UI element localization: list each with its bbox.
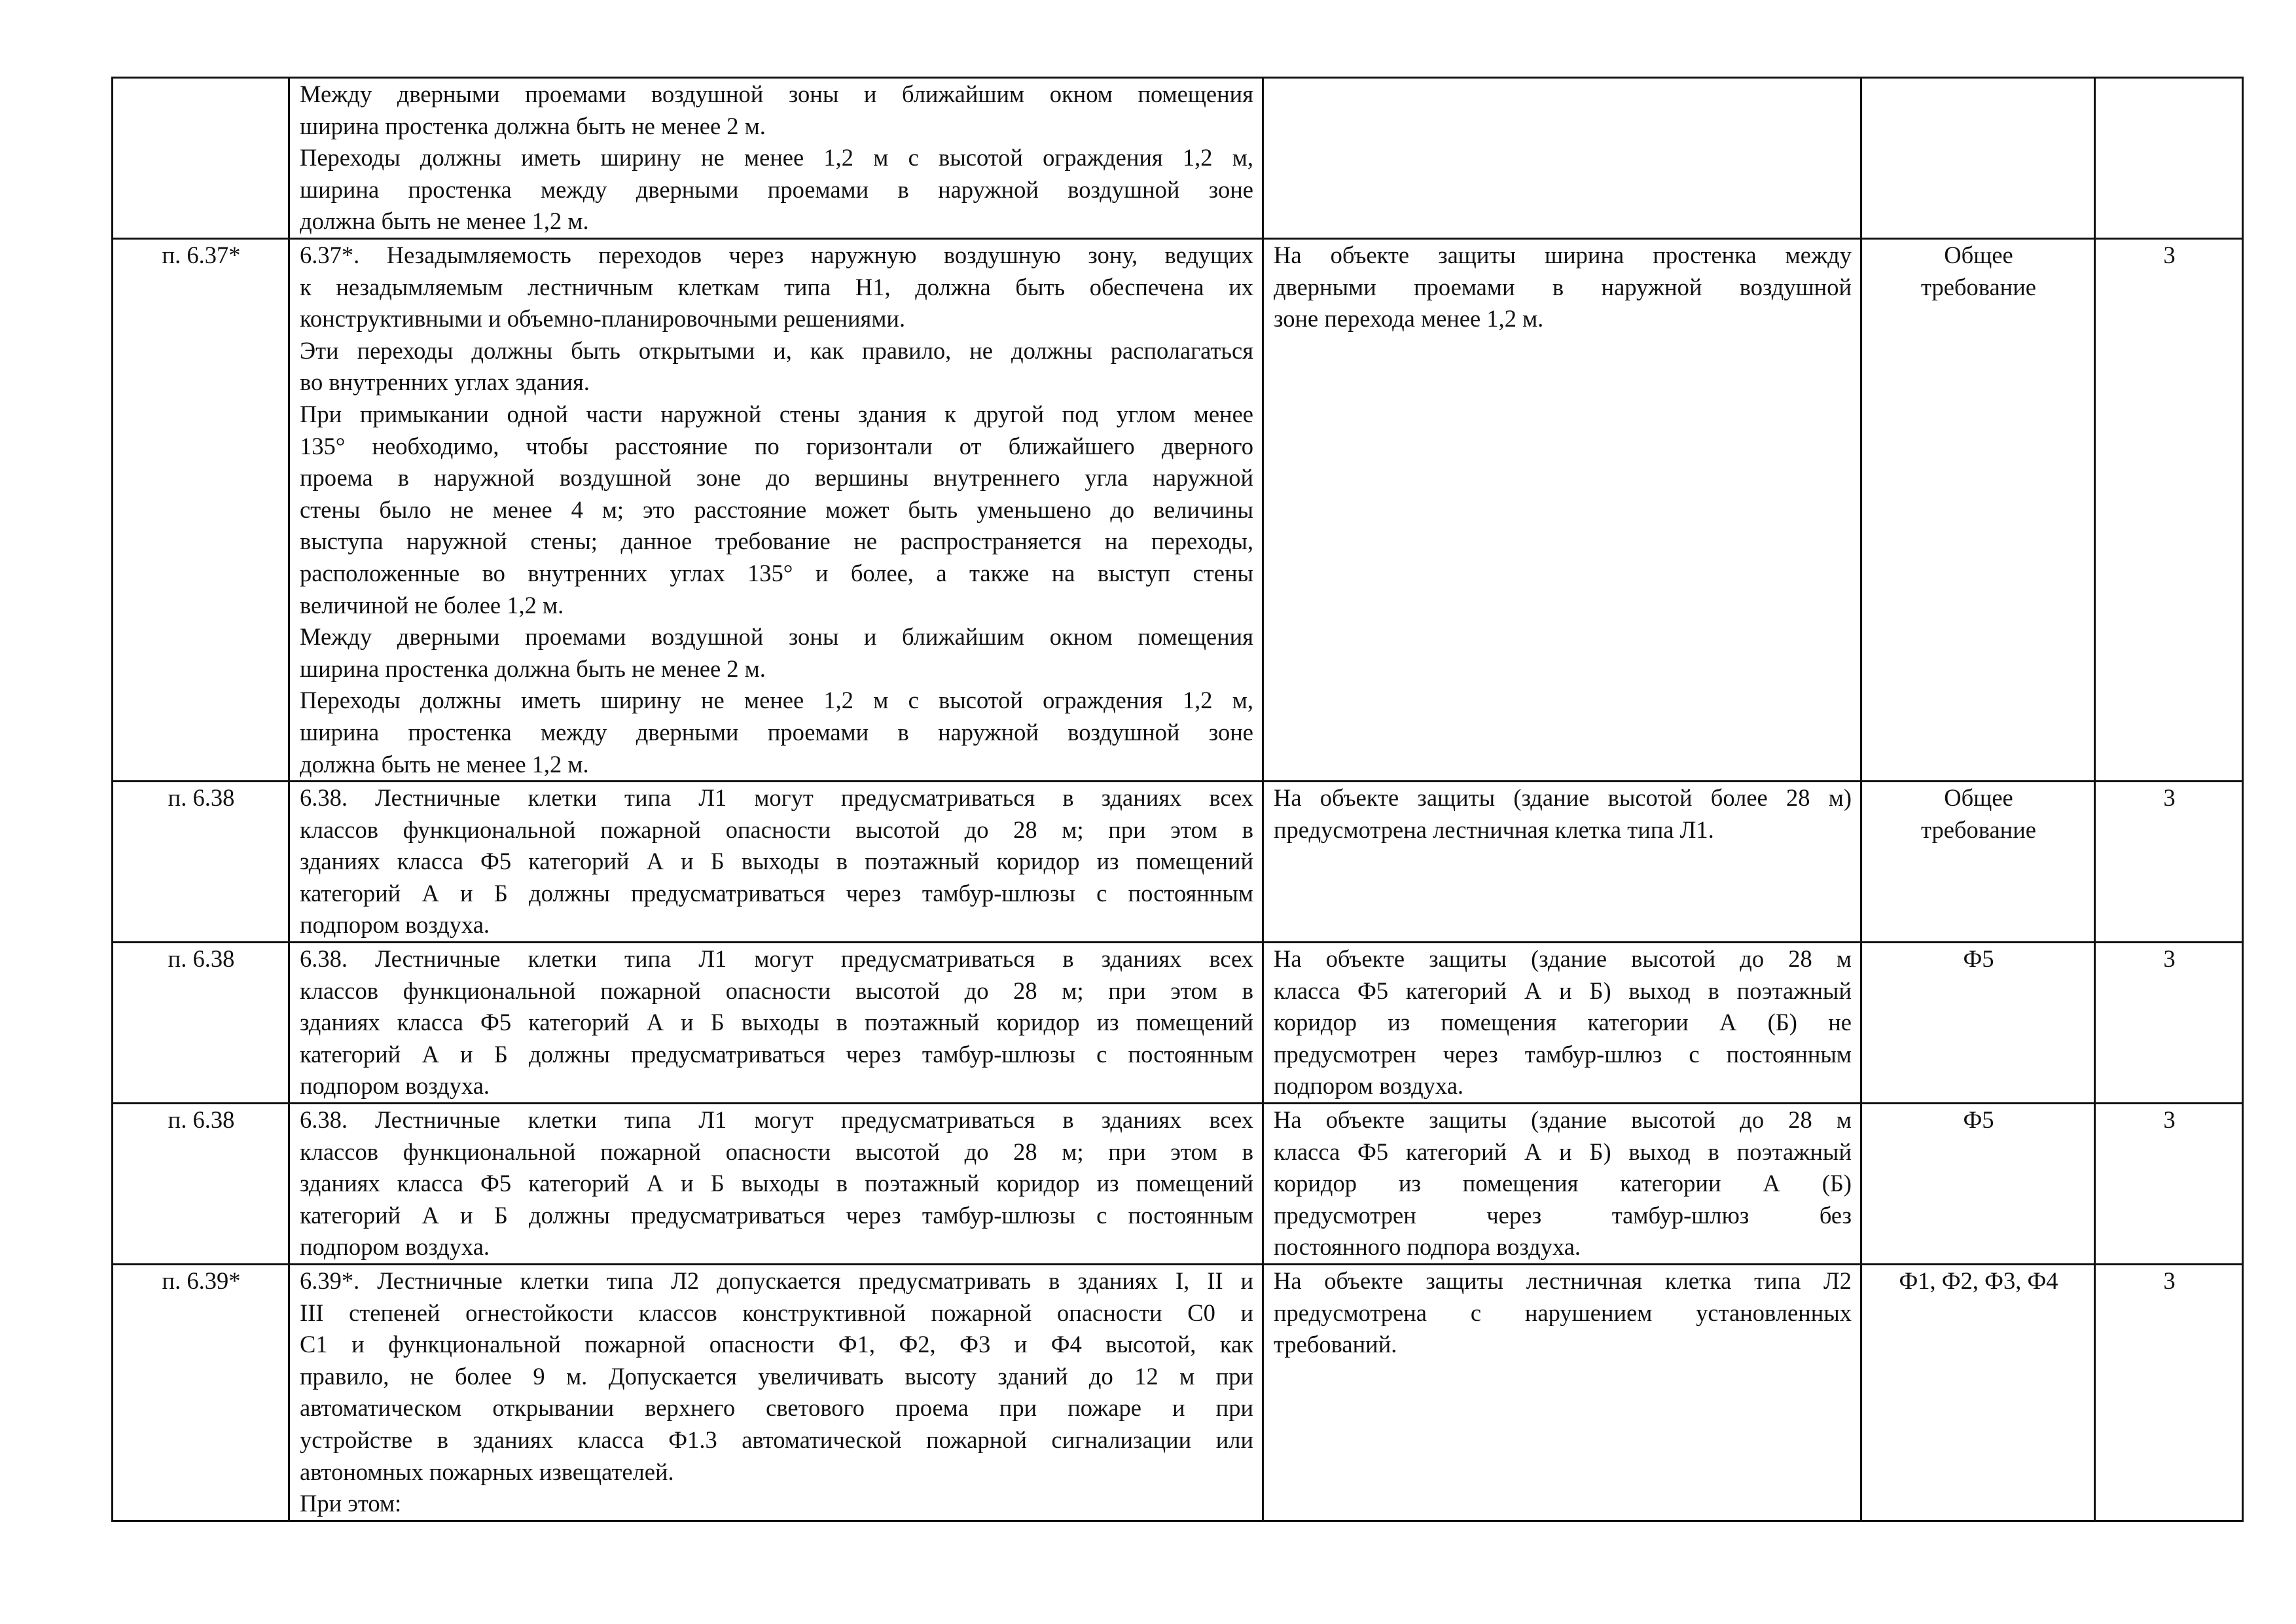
requirement-line: должна быть не менее 1,2 м.	[300, 208, 589, 235]
violation-line: На объекте защиты (здание высотой до 28 м	[1274, 1106, 1852, 1134]
requirement-line: подпором воздуха.	[300, 1233, 490, 1261]
requirement-line: подпором воздуха.	[300, 1072, 490, 1100]
building-class	[1861, 1104, 2095, 1265]
violation-line: предусмотрен через тамбур-шлюз без	[1274, 1201, 1852, 1229]
violation-line: предусмотрен через тамбур-шлюз с постоянным	[1274, 1040, 1852, 1068]
violation-line: коридор из помещения категории А (Б) не	[1274, 1009, 1852, 1036]
requirement-line: выступа наружной стены; данное требование не распространяется на переходы,	[300, 528, 1253, 555]
requirement-line: С1 и функциональной пожарной опасности Ф1, Ф2, Ф3 и Ф4 высотой, как	[300, 1331, 1253, 1358]
violation-line: дверными проемами в наружной воздушной	[1274, 273, 1852, 300]
requirement-line: конструктивными и объемно-планировочными решениями.	[300, 305, 906, 333]
violation-line: зоне перехода менее 1,2 м.	[1274, 305, 1544, 333]
requirement-line: Между дверными проемами воздушной зоны и ближайшим окном помещения	[300, 81, 1253, 107]
requirement-text	[289, 782, 1263, 943]
requirement-line: к незадымляемым лестничным клеткам типа Н1, должна быть обеспечена их	[300, 273, 1253, 300]
clause-reference: п. 6.38	[113, 782, 289, 943]
class-line: требование	[1921, 273, 2036, 300]
requirement-line: 135° необходимо, чтобы расстояние по горизонтали от ближайшего дверного	[300, 432, 1253, 460]
violation-line: постоянного подпора воздуха.	[1274, 1233, 1581, 1261]
requirement-line: Эти переходы должны быть открытыми и, как правило, не должны располагаться	[300, 336, 1253, 364]
class-line: Общее	[1944, 784, 2013, 812]
item-number: 3	[2095, 1104, 2243, 1265]
clause-reference: п. 6.38	[113, 943, 289, 1104]
requirement-text	[289, 78, 1263, 239]
violation-line: требований.	[1274, 1331, 1397, 1358]
table-row	[113, 1265, 2243, 1521]
requirement-line: 6.39*. Лестничные клетки типа Л2 допускается предусматривать в зданиях I, II и	[300, 1267, 1253, 1294]
violation-line: класса Ф5 категорий А и Б) выход в поэтажный	[1274, 977, 1852, 1004]
class-line: требование	[1921, 816, 2036, 843]
requirement-line: должна быть не менее 1,2 м.	[300, 750, 589, 778]
requirement-line: автоматическом открывании верхнего светового проема при пожаре и при	[300, 1394, 1253, 1422]
requirement-line: ширина простенка должна быть не менее 2 м.	[300, 112, 766, 139]
table-row	[113, 782, 2243, 943]
class-line: Ф5	[1963, 945, 1994, 973]
requirement-line: устройстве в зданиях класса Ф1.3 автоматической пожарной сигнализации или	[300, 1426, 1253, 1453]
requirements-table	[111, 77, 2244, 1522]
requirement-text	[289, 1104, 1263, 1265]
requirement-line: При примыкании одной части наружной стены здания к другой под углом менее	[300, 400, 1253, 427]
violation-line: На объекте защиты (здание высотой до 28 м	[1274, 945, 1852, 973]
requirement-line: Переходы должны иметь ширину не менее 1,2 м с высотой ограждения 1,2 м,	[300, 687, 1253, 714]
requirement-line: 6.37*. Незадымляемость переходов через наружную воздушную зону, ведущих	[300, 242, 1253, 268]
requirement-line: зданиях класса Ф5 категорий А и Б выходы в поэтажный коридор из помещений	[300, 1170, 1253, 1197]
requirement-line: зданиях класса Ф5 категорий А и Б выходы в поэтажный коридор из помещений	[300, 1009, 1253, 1036]
class-line: Общее	[1944, 242, 2013, 268]
requirement-line: классов функциональной пожарной опасности высотой до 28 м; при этом в	[300, 1138, 1253, 1165]
violation-description	[1263, 943, 1861, 1104]
requirement-line: зданиях класса Ф5 категорий А и Б выходы в поэтажный коридор из помещений	[300, 848, 1253, 875]
requirement-text	[289, 239, 1263, 782]
requirement-text	[289, 1265, 1263, 1521]
requirement-line: стены было не менее 4 м; это расстояние может быть уменьшено до величины	[300, 496, 1253, 523]
requirement-line: категорий А и Б должны предусматриваться через тамбур-шлюзы с постоянным	[300, 879, 1253, 907]
requirement-line: величиной не более 1,2 м.	[300, 591, 564, 619]
violation-description	[1263, 782, 1861, 943]
item-number: 3	[2095, 782, 2243, 943]
violation-description	[1263, 78, 1861, 239]
requirement-line: ширина простенка между дверными проемами в наружной воздушной зоне	[300, 175, 1253, 203]
violation-line: На объекте защиты (здание высотой более 28 м)	[1274, 784, 1852, 812]
building-class	[1861, 239, 2095, 782]
building-class	[1861, 1265, 2095, 1521]
table-row	[113, 239, 2243, 782]
requirement-line: При этом:	[300, 1490, 402, 1517]
requirement-line: во внутренних углах здания.	[300, 369, 590, 396]
requirement-line: подпором воздуха.	[300, 911, 490, 939]
table-row	[113, 943, 2243, 1104]
requirement-line: Между дверными проемами воздушной зоны и ближайшим окном помещения	[300, 623, 1253, 651]
item-number: 3	[2095, 239, 2243, 782]
requirement-line: 6.38. Лестничные клетки типа Л1 могут предусматриваться в зданиях всех	[300, 784, 1253, 812]
requirement-line: классов функциональной пожарной опасности высотой до 28 м; при этом в	[300, 816, 1253, 843]
requirement-line: ширина простенка должна быть не менее 2 м.	[300, 655, 766, 682]
requirement-text	[289, 943, 1263, 1104]
clause-reference	[113, 78, 289, 239]
violation-description	[1263, 239, 1861, 782]
table-row	[113, 78, 2243, 239]
requirement-line: 6.38. Лестничные клетки типа Л1 могут предусматриваться в зданиях всех	[300, 945, 1253, 973]
violation-line: предусмотрена с нарушением установленных	[1274, 1299, 1852, 1326]
clause-reference: п. 6.37*	[113, 239, 289, 782]
violation-line: предусмотрена лестничная клетка типа Л1.	[1274, 816, 1714, 843]
violation-line: На объекте защиты ширина простенка между	[1274, 242, 1852, 268]
requirement-line: ширина простенка между дверными проемами в наружной воздушной зоне	[300, 718, 1253, 746]
requirement-line: расположенные во внутренних углах 135° и более, а также на выступ стены	[300, 559, 1253, 586]
requirement-line: автономных пожарных извещателей.	[300, 1458, 674, 1485]
violation-description	[1263, 1265, 1861, 1521]
violation-description	[1263, 1104, 1861, 1265]
building-class	[1861, 943, 2095, 1104]
clause-reference: п. 6.39*	[113, 1265, 289, 1521]
violation-line: На объекте защиты лестничная клетка типа Л2	[1274, 1267, 1852, 1294]
item-number: 3	[2095, 943, 2243, 1104]
item-number	[2095, 78, 2243, 239]
building-class	[1861, 78, 2095, 239]
violation-line: коридор из помещения категории А (Б)	[1274, 1170, 1852, 1197]
violation-line: подпором воздуха.	[1274, 1072, 1464, 1100]
requirement-line: 6.38. Лестничные клетки типа Л1 могут предусматриваться в зданиях всех	[300, 1106, 1253, 1134]
table-row	[113, 1104, 2243, 1265]
requirement-line: III степеней огнестойкости классов конструктивной пожарной опасности С0 и	[300, 1299, 1253, 1326]
item-number: 3	[2095, 1265, 2243, 1521]
class-line: Ф1, Ф2, Ф3, Ф4	[1899, 1267, 2058, 1294]
requirement-line: категорий А и Б должны предусматриваться через тамбур-шлюзы с постоянным	[300, 1201, 1253, 1229]
requirement-line: Переходы должны иметь ширину не менее 1,2 м с высотой ограждения 1,2 м,	[300, 144, 1253, 171]
class-line: Ф5	[1963, 1106, 1994, 1134]
violation-line: класса Ф5 категорий А и Б) выход в поэтажный	[1274, 1138, 1852, 1165]
requirement-line: категорий А и Б должны предусматриваться через тамбур-шлюзы с постоянным	[300, 1040, 1253, 1068]
requirement-line: классов функциональной пожарной опасности высотой до 28 м; при этом в	[300, 977, 1253, 1004]
building-class	[1861, 782, 2095, 943]
requirement-line: правило, не более 9 м. Допускается увеличивать высоту зданий до 12 м при	[300, 1362, 1253, 1390]
requirement-line: проема в наружной воздушной зоне до вершины внутреннего угла наружной	[300, 464, 1253, 492]
clause-reference: п. 6.38	[113, 1104, 289, 1265]
